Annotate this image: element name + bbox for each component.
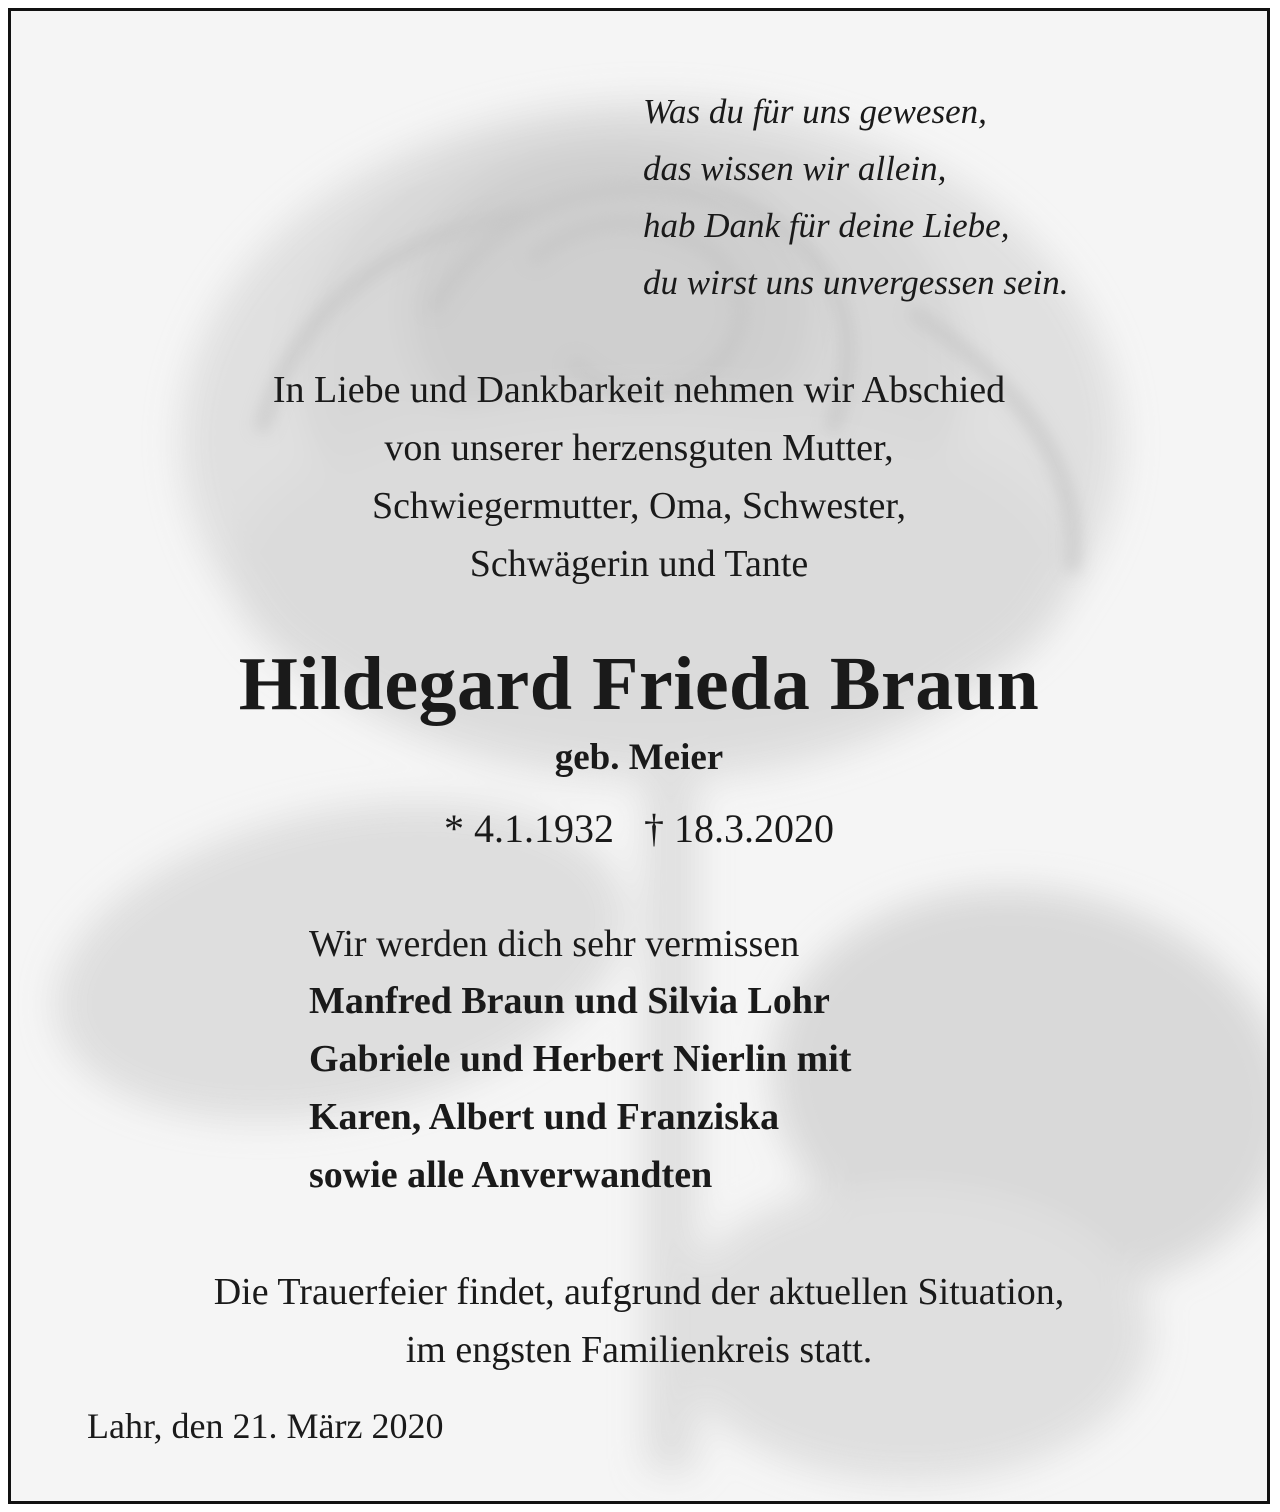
farewell-intro <box>11 361 1267 593</box>
poem-line: das wissen wir allein, <box>643 149 947 188</box>
service-line: im engsten Familienkreis statt. <box>405 1329 873 1371</box>
intro-line: Schwiegermutter, Oma, Schwester, <box>371 485 907 527</box>
mourner-line: Manfred Braun und Silvia Lohr <box>309 980 830 1022</box>
poem-verse <box>643 83 1069 311</box>
maiden-name: geb. Meier <box>554 737 724 778</box>
poem-line: hab Dank für deine Liebe, <box>643 206 1010 245</box>
life-dates <box>11 801 1267 857</box>
intro-line: In Liebe und Dankbarkeit nehmen wir Abschied <box>272 369 1006 411</box>
mourners-list <box>309 972 851 1204</box>
place-and-date: Lahr, den 21. März 2020 <box>87 1406 444 1446</box>
mourner-line: Gabriele und Herbert Nierlin mit <box>309 1038 852 1080</box>
birth-date: * 4.1.1932 <box>444 806 614 851</box>
deceased-name: Hildegard Frieda Braun <box>238 642 1040 726</box>
poem-line: Was du für uns gewesen, <box>643 92 987 131</box>
death-date: † 18.3.2020 <box>644 806 834 851</box>
mourner-line: sowie alle Anverwandten <box>309 1154 713 1196</box>
funeral-notice <box>11 1263 1267 1379</box>
service-line: Die Trauerfeier findet, aufgrund der aktuellen Situation, <box>213 1271 1065 1313</box>
intro-line: von unserer herzensguten Mutter, <box>384 427 894 469</box>
obituary-frame <box>8 8 1270 1504</box>
intro-line: Schwägerin und Tante <box>469 543 809 585</box>
poem-line: du wirst uns unvergessen sein. <box>643 263 1069 302</box>
mourners-intro: Wir werden dich sehr vermissen <box>309 923 800 965</box>
mourner-line: Karen, Albert und Franziska <box>309 1096 780 1138</box>
